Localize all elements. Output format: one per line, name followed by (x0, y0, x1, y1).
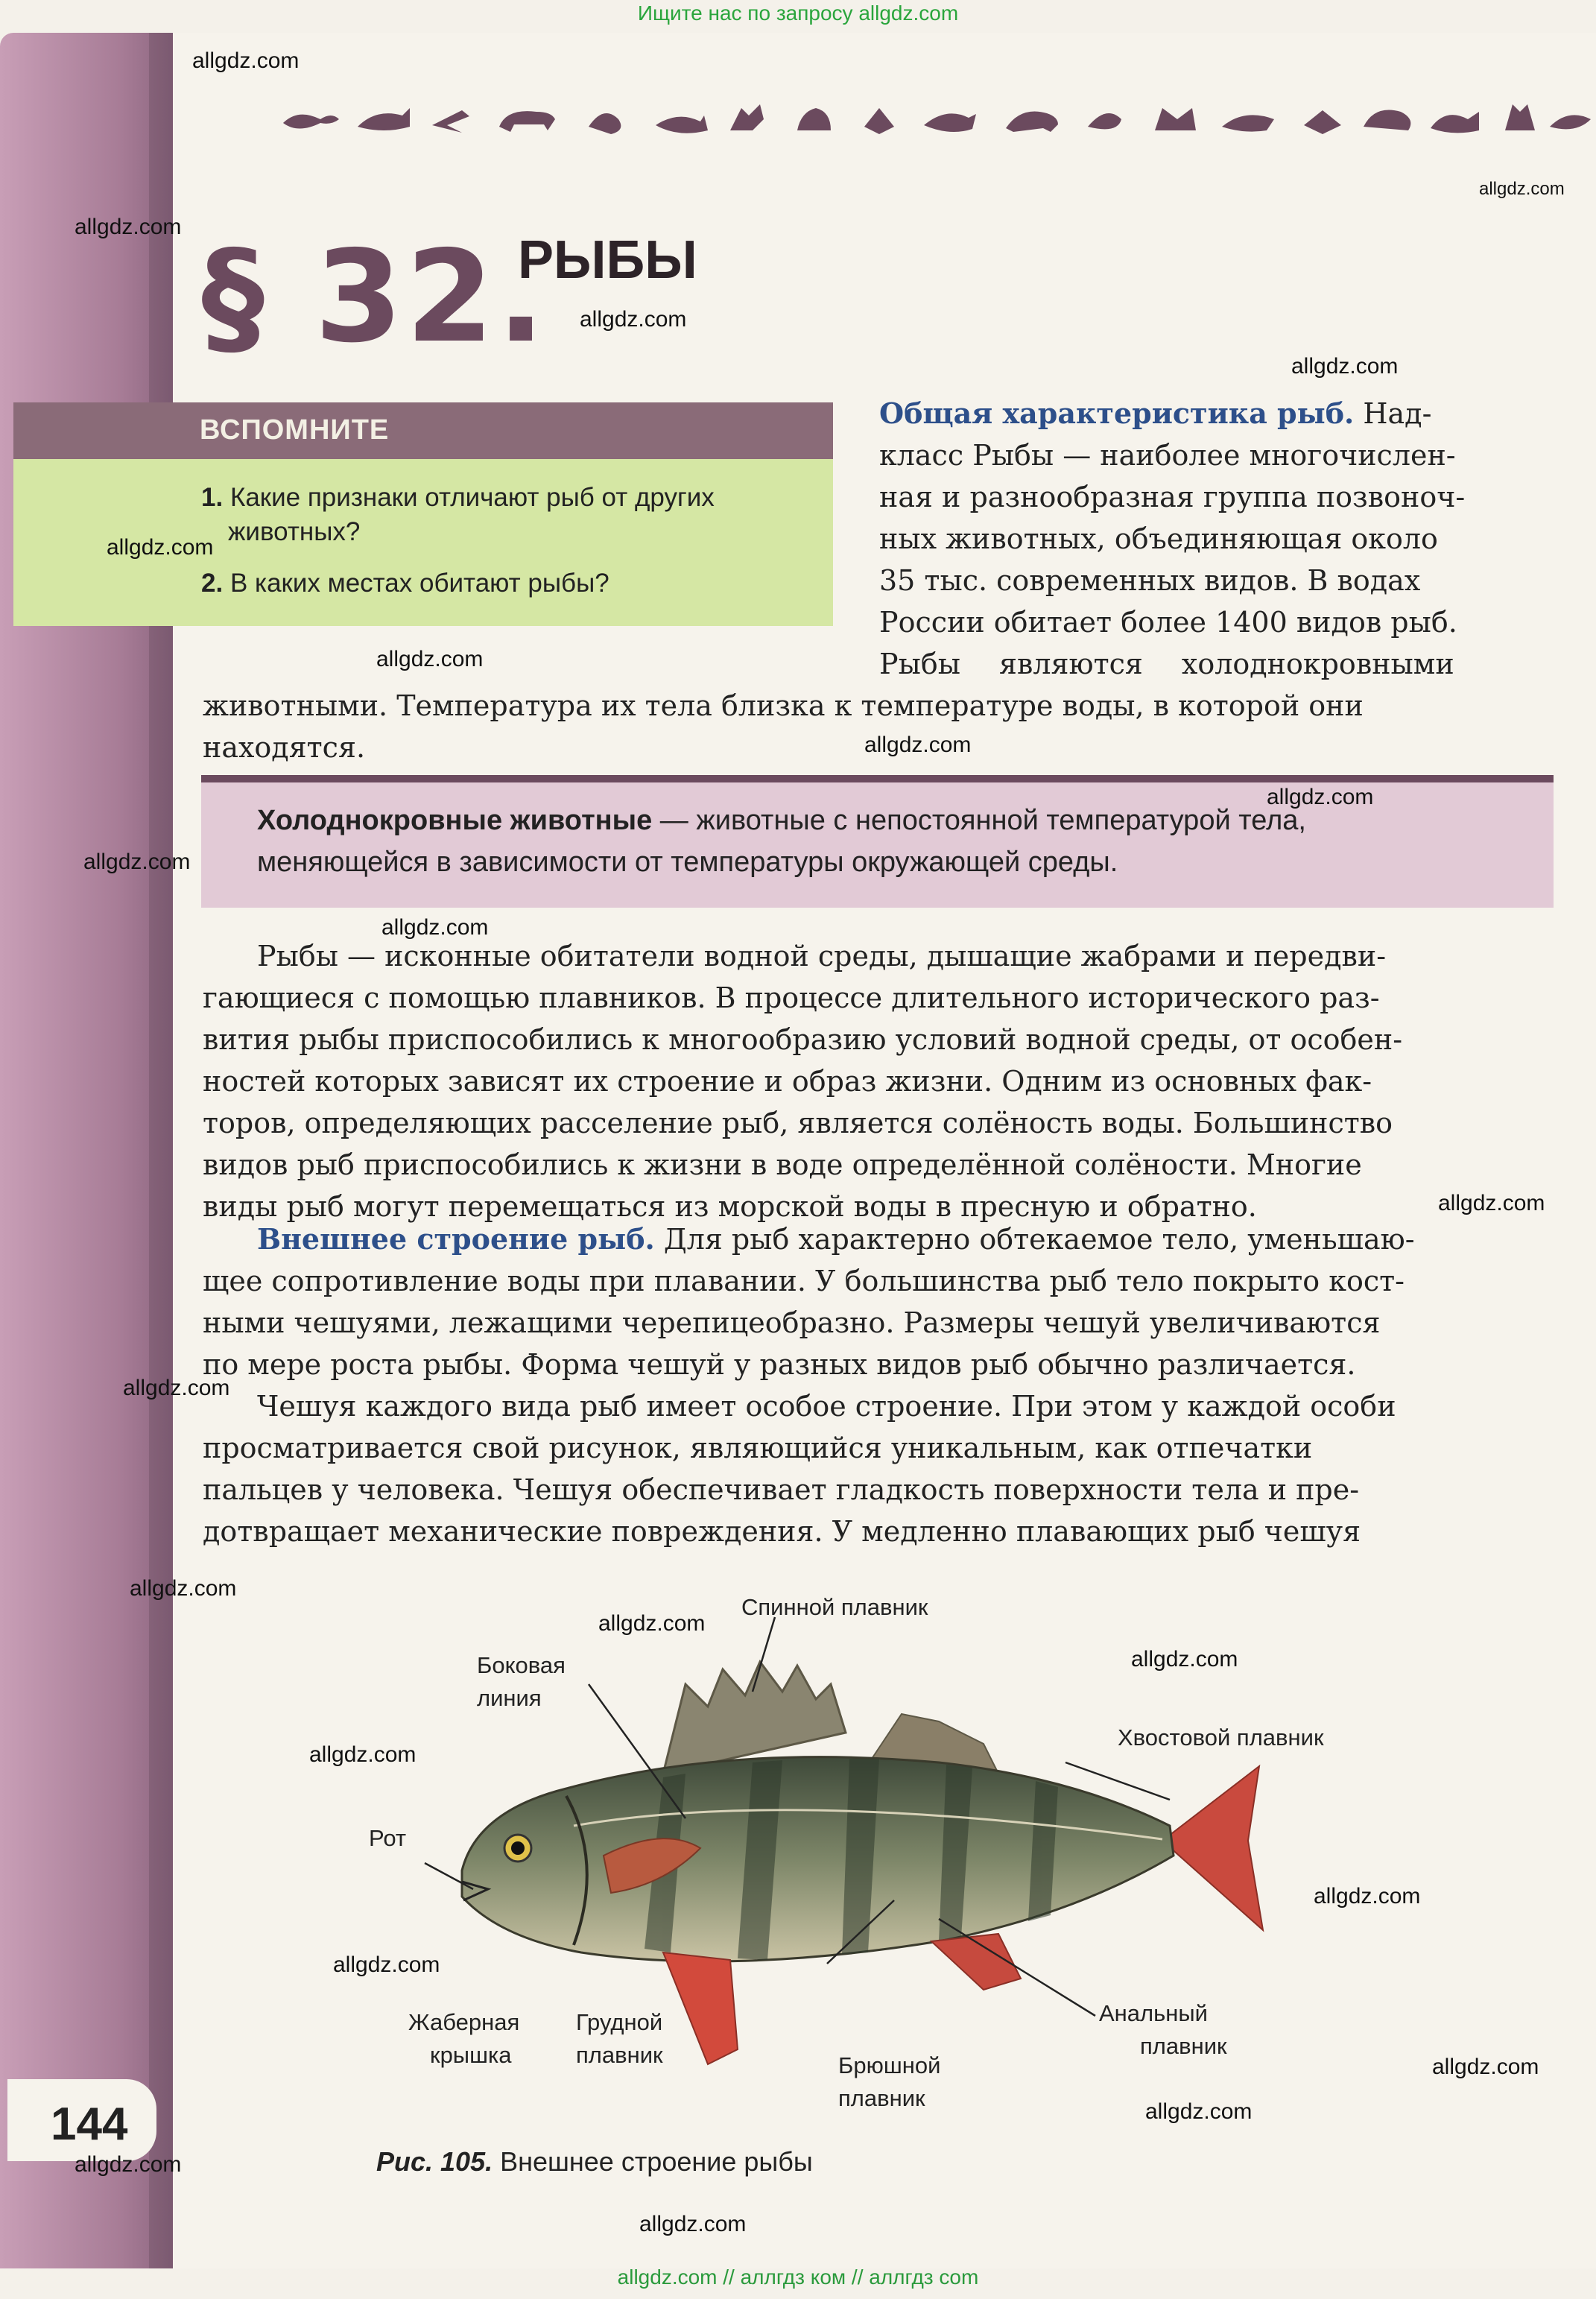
paragraph-line: виды рыб могут перемещаться из морской воды в пресную и обратно. (203, 1190, 1257, 1223)
paragraph-line: ностей которых зависят их строение и образ жизни. Одним из основных фак- (203, 1065, 1372, 1098)
remember-heading: ВСПОМНИТЕ (200, 414, 390, 446)
label-tail-fin: Хвостовой плавник (1118, 1724, 1324, 1751)
site-watermark[interactable]: allgdz.com (1267, 785, 1374, 809)
definition-text: Холоднокровные животные — животные с непостоянной температурой тела, меняющейся в зависимости от температуры окружающей среды. (257, 805, 1306, 878)
paragraph-line: вития рыбы приспособились к многообразию условий водной среды, от особен- (203, 1023, 1403, 1056)
paragraph-line: Чешуя каждого вида рыб имеет особое строение. При этом у каждой особи (257, 1390, 1396, 1423)
site-watermark[interactable]: allgdz.com (381, 915, 489, 940)
intro-line-1: Общая характеристика рыб. Над- (879, 396, 1432, 430)
definition-term: Холоднокровные животные (257, 805, 653, 836)
question-text: В каких местах обитают рыбы? (229, 569, 609, 598)
question-number: 1. (201, 483, 224, 512)
margin-band-shadow (149, 33, 173, 2268)
site-watermark[interactable]: allgdz.com (75, 2152, 182, 2177)
site-watermark[interactable]: allgdz.com (309, 1742, 417, 1767)
paragraph-line: торов, определяющих расселение рыб, является солёность воды. Большинство (203, 1107, 1393, 1139)
page-number: 144 (51, 2099, 128, 2150)
site-watermark[interactable]: allgdz.com (83, 850, 191, 874)
remember-heading-bar (13, 402, 833, 459)
intro-line: Рыбы являются холоднокровными (879, 648, 1454, 680)
site-watermark[interactable]: allgdz.com (1432, 2055, 1539, 2079)
intro-line: ных животных, объединяющая около (879, 522, 1438, 555)
site-watermark[interactable]: allgdz.com (1145, 2099, 1253, 2124)
margin-band (0, 33, 173, 2268)
paragraph-number: § 32. (201, 224, 548, 371)
question-1-continued: животных? (228, 517, 361, 546)
paragraph-line: Внешнее строение рыб. Для рыб характерно обтекаемое тело, уменьшаю- (257, 1222, 1415, 1256)
site-watermark[interactable]: allgdz.com (1438, 1191, 1545, 1215)
animal-silhouettes-strip (283, 97, 1595, 142)
intro-line: ная и разнообразная группа позвоноч- (879, 481, 1466, 513)
paragraph-line: просматривается свой рисунок, являющийся уникальным, как отпечатки (203, 1432, 1313, 1464)
label-pectoral-fin-2: плавник (576, 2042, 663, 2068)
site-watermark[interactable]: allgdz.com (1479, 179, 1565, 199)
pelvic-fin (663, 1952, 738, 2064)
site-watermark[interactable]: allgdz.com (1131, 1647, 1238, 1672)
site-watermark[interactable]: allgdz.com (1314, 1884, 1421, 1909)
top-watermark[interactable]: Ищите нас по запросу allgdz.com (637, 1, 959, 25)
label-gill-cover-2: крышка (430, 2042, 512, 2068)
label-gill-cover: Жаберная (408, 2009, 520, 2035)
label-lateral-line-2: линия (477, 1685, 542, 1711)
site-watermark[interactable]: allgdz.com (580, 307, 687, 332)
paragraph-line: гающиеся с помощью плавников. В процессе длительного исторического раз- (203, 981, 1380, 1014)
question-1 (201, 481, 715, 515)
label-pectoral-fin: Грудной (576, 2009, 663, 2035)
label-pelvic-fin-2: плавник (838, 2085, 925, 2111)
intro-line: находятся. (203, 731, 366, 764)
site-watermark[interactable]: allgdz.com (864, 733, 972, 757)
site-watermark[interactable]: allgdz.com (192, 48, 300, 73)
label-pelvic-fin: Брюшной (838, 2052, 941, 2078)
site-watermark[interactable]: allgdz.com (75, 215, 182, 239)
question-number: 2. (201, 569, 224, 598)
fish-body (462, 1757, 1174, 1961)
site-watermark[interactable]: allgdz.com (107, 535, 214, 560)
site-watermark[interactable]: allgdz.com (1291, 354, 1399, 379)
site-watermark[interactable]: allgdz.com (130, 1576, 237, 1601)
intro-line: России обитает более 1400 видов рыб. (879, 606, 1457, 639)
paragraph-line: Рыбы — исконные обитатели водной среды, дышащие жабрами и передви- (257, 940, 1387, 973)
label-mouth: Рот (369, 1825, 407, 1851)
question-2 (201, 566, 609, 601)
site-watermark[interactable]: allgdz.com (376, 647, 484, 671)
paragraph-line: ными чешуями, лежащими черепицеобразно. Размеры чешуй увеличиваются (203, 1306, 1381, 1339)
site-watermark[interactable]: allgdz.com (123, 1376, 230, 1400)
paragraph-line: видов рыб приспособились к жизни в воде определённой солёности. Многие (203, 1148, 1362, 1181)
intro-line: класс Рыбы — наиболее многочислен- (879, 439, 1456, 472)
site-watermark[interactable]: allgdz.com (598, 1611, 706, 1636)
section-heading: Внешнее строение рыб. (257, 1222, 655, 1256)
figure-caption: Рис. 105. Внешнее строение рыбы (376, 2146, 813, 2177)
page-title: РЫБЫ (518, 230, 697, 290)
paragraph-line: дотвращает механические повреждения. У медленно плавающих рыб чешуя (203, 1515, 1361, 1548)
label-anal-fin-2: плавник (1140, 2033, 1227, 2059)
paragraph-line: пальцев у человека. Чешуя обеспечивает гладкость поверхности тела и пре- (203, 1473, 1360, 1506)
bottom-watermark[interactable]: allgdz.com // аллгдз ком // аллгдз com (617, 2265, 979, 2289)
question-text: Какие признаки отличают рыб от других (229, 483, 715, 512)
intro-line: животными. Температура их тела близка к температуре воды, в которой они (203, 689, 1364, 722)
intro-line: 35 тыс. современных видов. В водах (879, 564, 1421, 597)
label-dorsal-fin: Спинной плавник (741, 1594, 928, 1620)
section-heading: Общая характеристика рыб. (879, 396, 1355, 430)
site-watermark[interactable]: allgdz.com (333, 1952, 440, 1977)
tail-fin (1162, 1766, 1263, 1930)
label-lateral-line: Боковая (477, 1652, 566, 1678)
site-watermark[interactable]: allgdz.com (639, 2212, 747, 2236)
paragraph-line: щее сопротивление воды при плавании. У большинства рыб тело покрыто кост- (203, 1265, 1405, 1297)
paragraph-line: по мере роста рыбы. Форма чешуй у разных видов рыб обычно различается. (203, 1348, 1356, 1381)
figure-number: Рис. 105. (376, 2146, 493, 2177)
label-anal-fin: Анальный (1099, 2000, 1208, 2026)
